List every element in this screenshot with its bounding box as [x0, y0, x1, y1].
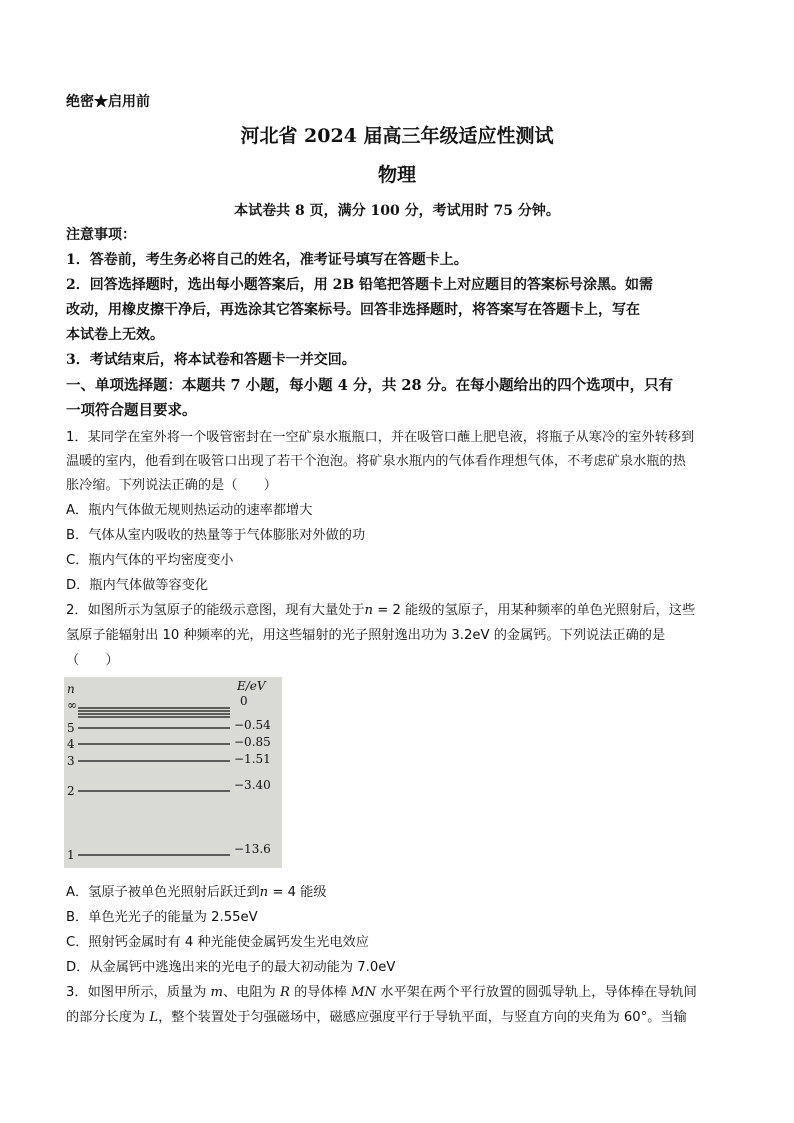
note-line: 2．回答选择题时，选出每小题答案后，用 2B 铅笔把答题卡上对应题目的答案标号涂黑。如需 — [66, 277, 654, 293]
q2-option-b: B．单色光光子的能量为 2.55eV — [66, 910, 258, 925]
note-line: 本试卷上无效。 — [66, 327, 164, 343]
level-label: 4 — [67, 737, 75, 751]
q2-stem-line: 氢原子能辐射出 10 种频率的光，用这些辐射的光子照射逸出功为 3.2eV 的金属钙。下列说法正确的是 — [66, 628, 666, 643]
q1-option-a: A．瓶内气体做无规则热运动的速率都增大 — [66, 503, 313, 518]
q1-stem-line: 温暖的室内，他看到在吸管口出现了若干个泡泡。将矿泉水瓶内的气体看作理想气体，不考虑矿泉水瓶的热 — [66, 454, 686, 469]
notes-heading: 注意事项： — [66, 227, 136, 243]
q2-option-d: D．从金属钙中逃逸出来的光电子的最大初动能为 7.0eV — [66, 960, 396, 975]
q2-option-a: A．氢原子被单色光照射后跃迁到n = 4 能级 — [66, 885, 327, 900]
subject-title: 物理 — [377, 164, 416, 186]
confidential-label: 绝密★启用前 — [66, 94, 150, 110]
n-axis-label: n — [67, 682, 75, 696]
q1-option-b: B．气体从室内吸收的热量等于气体膨胀对外做的功 — [66, 528, 366, 543]
q1-option-c: C．瓶内气体的平均密度变小 — [66, 553, 234, 568]
level-label: 3 — [67, 754, 75, 768]
level-label: 2 — [67, 784, 75, 798]
energy-axis-label: E/eV — [237, 679, 266, 693]
level-energy: −0.85 — [234, 735, 271, 749]
level-energy: −0.54 — [234, 718, 271, 732]
q3-stem-line: 3．如图甲所示，质量为 m、电阻为 R 的导体棒 MN 水平架在两个平行放置的圆弧导轨上，导体棒在导轨间 — [66, 985, 697, 1000]
exam-intro: 本试卷共 8 页，满分 100 分，考试用时 75 分钟。 — [234, 203, 560, 219]
q1-stem-line: 1．某同学在室外将一个吸管密封在一空矿泉水瓶瓶口，并在吸管口蘸上肥皂液，将瓶子从寒冷的室外转移到 — [66, 430, 695, 445]
level-energy: −3.40 — [234, 778, 271, 792]
energy-level-diagram — [64, 677, 282, 868]
level-label: 5 — [67, 721, 75, 735]
q1-stem-line: 胀冷缩。下列说法正确的是（ ） — [66, 478, 277, 493]
level-energy: −13.6 — [234, 842, 271, 856]
level-label: ∞ — [67, 698, 77, 712]
q2-option-c: C．照射钙金属时有 4 种光能使金属钙发生光电效应 — [66, 935, 369, 950]
level-energy: 0 — [240, 694, 248, 708]
q2-stem-line: （ ） — [66, 653, 119, 668]
note-line: 1．答卷前，考生务必将自己的姓名，准考证号填写在答题卡上。 — [66, 252, 468, 268]
q1-option-d: D．瓶内气体做等容变化 — [66, 578, 209, 593]
section-heading-cont: 一项符合题目要求。 — [66, 402, 197, 419]
note-line: 3．考试结束后，将本试卷和答题卡一并交回。 — [66, 352, 356, 368]
note-line: 改动，用橡皮擦干净后，再选涂其它答案标号。回答非选择题时，将答案写在答题卡上，写在 — [66, 302, 640, 318]
q2-stem-line: 2．如图所示为氢原子的能级示意图，现有大量处于n = 2 能级的氢原子，用某种频率的单色光照射后，这些 — [66, 603, 696, 618]
section-heading: 一、单项选择题：本题共 7 小题，每小题 4 分，共 28 分。在每小题给出的四个选项中，只有 — [66, 377, 674, 394]
exam-title: 河北省 2024 届高三年级适应性测试 — [240, 125, 554, 147]
level-energy: −1.51 — [234, 752, 271, 766]
level-label: 1 — [67, 848, 75, 862]
q3-stem-line: 的部分长度为 L，整个装置处于匀强磁场中，磁感应强度平行于导轨平面，与竖直方向的夹角为 60°。当输 — [66, 1010, 687, 1025]
